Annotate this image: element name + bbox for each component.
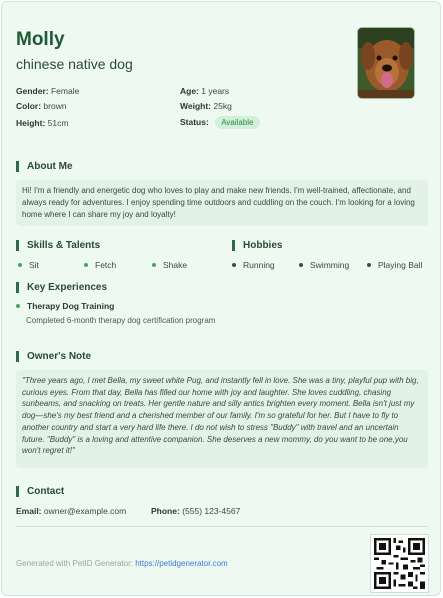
phone-value[interactable]: (555) 123-4567 [182,506,241,516]
dog-photo [357,27,415,99]
about-text: Hi! I'm a friendly and energetic dog who loves to play and make new friends. I'm well-trained, affectionate, and always ready for adventures. I enjoy spending time outdoors and cuddling on the couch. I'm looking for a loving home where I can share my joy and loyalty! [16,180,428,226]
email-field: Email: owner@example.com [16,506,127,516]
bullet-icon [152,263,156,267]
skills-title: Skills & Talents [16,240,100,251]
divider [16,526,428,527]
hobby-item: Running [232,260,275,270]
bullet-icon [16,304,20,308]
weight-value: 25kg [213,101,232,111]
hobby-item: Swimming [299,260,349,270]
experience-name: Therapy Dog Training [16,301,114,311]
gender-field: Gender: Female [16,86,80,96]
gender-value: Female [50,86,80,96]
status-field: Status: Available [180,116,260,129]
status-badge: Available [215,116,259,129]
experience-description: Completed 6-month therapy dog certification program [26,316,216,325]
height-value: 51cm [47,118,69,128]
bullet-icon [232,263,236,267]
contact-title: Contact [16,486,64,497]
color-field: Color: brown [16,101,67,111]
bullet-icon [84,263,88,267]
pet-profile-card [1,1,441,596]
age-value: 1 years [201,86,230,96]
footer-text: Generated with PetID Generator: [16,559,133,568]
height-field: Height: 51cm [16,118,69,128]
skill-item: Sit [18,260,39,270]
footer [16,559,228,568]
experiences-title: Key Experiences [16,282,107,293]
weight-field: Weight: 25kg [180,101,232,111]
bullet-icon [299,263,303,267]
skill-item: Fetch [84,260,116,270]
age-field: Age: 1 years [180,86,230,96]
email-value[interactable]: owner@example.com [43,506,127,516]
hobby-item: Playing Ball [367,260,422,270]
owner-note-text: "Three years ago, I met Bella, my sweet white Pug, and instantly fell in love. She was a tiny, playful pup with big, curious eyes. From that day, Bella has filled our home with joy and laughter. She loves cuddling, chasing sunbeams, and snacking on treats. Her gentle nature and silly antics brighten every moment. Bella isn't just my dog—she's my best friend and a cherished member of our family. I'm so grateful for her. But I have to fly to another country and start a very hard life there. I do not wish to stress "Buddy" with travel and an uncertain future. "Buddy" is a loving and attentive companion. She deserves a new mommy, do you want to be one,you won't regret it!" [16,370,428,468]
hobbies-title: Hobbies [232,240,282,251]
footer-link[interactable]: https://petidgenerator.com [135,559,228,568]
pet-breed: chinese native dog [16,56,133,72]
pet-name: Molly [16,29,65,50]
about-title: About Me [16,161,73,172]
skill-item: Shake [152,260,187,270]
bullet-icon [367,263,371,267]
color-value: brown [43,101,67,111]
bullet-icon [18,263,22,267]
qr-code-icon [370,534,429,593]
phone-field: Phone: (555) 123-4567 [151,506,241,516]
owner-note-title: Owner's Note [16,351,91,362]
